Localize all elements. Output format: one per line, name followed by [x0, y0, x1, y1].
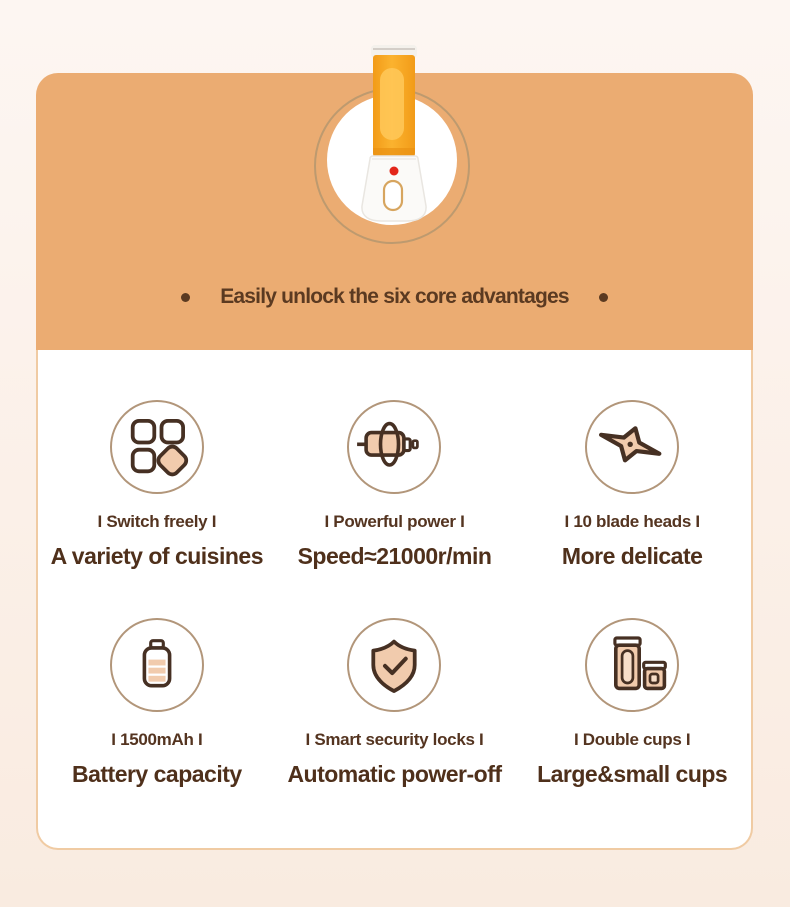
feature-tag: I Smart security locks I [305, 730, 484, 749]
portable-blender-image [342, 43, 442, 228]
feature-powerful-power [276, 400, 514, 570]
title-bullet-right [599, 293, 608, 302]
apps-grid-icon [110, 400, 204, 494]
blade-icon [585, 400, 679, 494]
feature-tag: I Switch freely I [97, 512, 217, 531]
feature-title: Automatic power-off [287, 761, 502, 787]
feature-blade-heads [513, 400, 751, 570]
feature-title: Large&small cups [537, 761, 728, 787]
feature-double-cups [513, 618, 751, 788]
hero-title-row [36, 282, 753, 312]
hero-title: Easily unlock the six core advantages [220, 285, 569, 308]
shield-check-icon [347, 618, 441, 712]
feature-title: More delicate [561, 543, 703, 569]
feature-security-lock [276, 618, 514, 788]
feature-tag: I 10 blade heads I [564, 512, 700, 531]
feature-switch-freely [38, 400, 276, 570]
feature-battery [38, 618, 276, 788]
feature-title: A variety of cuisines [50, 543, 263, 569]
feature-tag: I 1500mAh I [111, 730, 203, 749]
power-indicator-dot [390, 167, 399, 176]
feature-tag: I Double cups I [573, 730, 691, 749]
battery-icon [110, 618, 204, 712]
features-card [36, 350, 753, 850]
double-cups-icon [585, 618, 679, 712]
feature-title: Speed≈21000r/min [297, 543, 492, 569]
motor-icon [347, 400, 441, 494]
feature-tag: I Powerful power I [324, 512, 465, 531]
power-button-graphic [384, 181, 402, 210]
feature-title: Battery capacity [71, 761, 242, 787]
features-grid [38, 400, 751, 788]
title-bullet-left [181, 293, 190, 302]
